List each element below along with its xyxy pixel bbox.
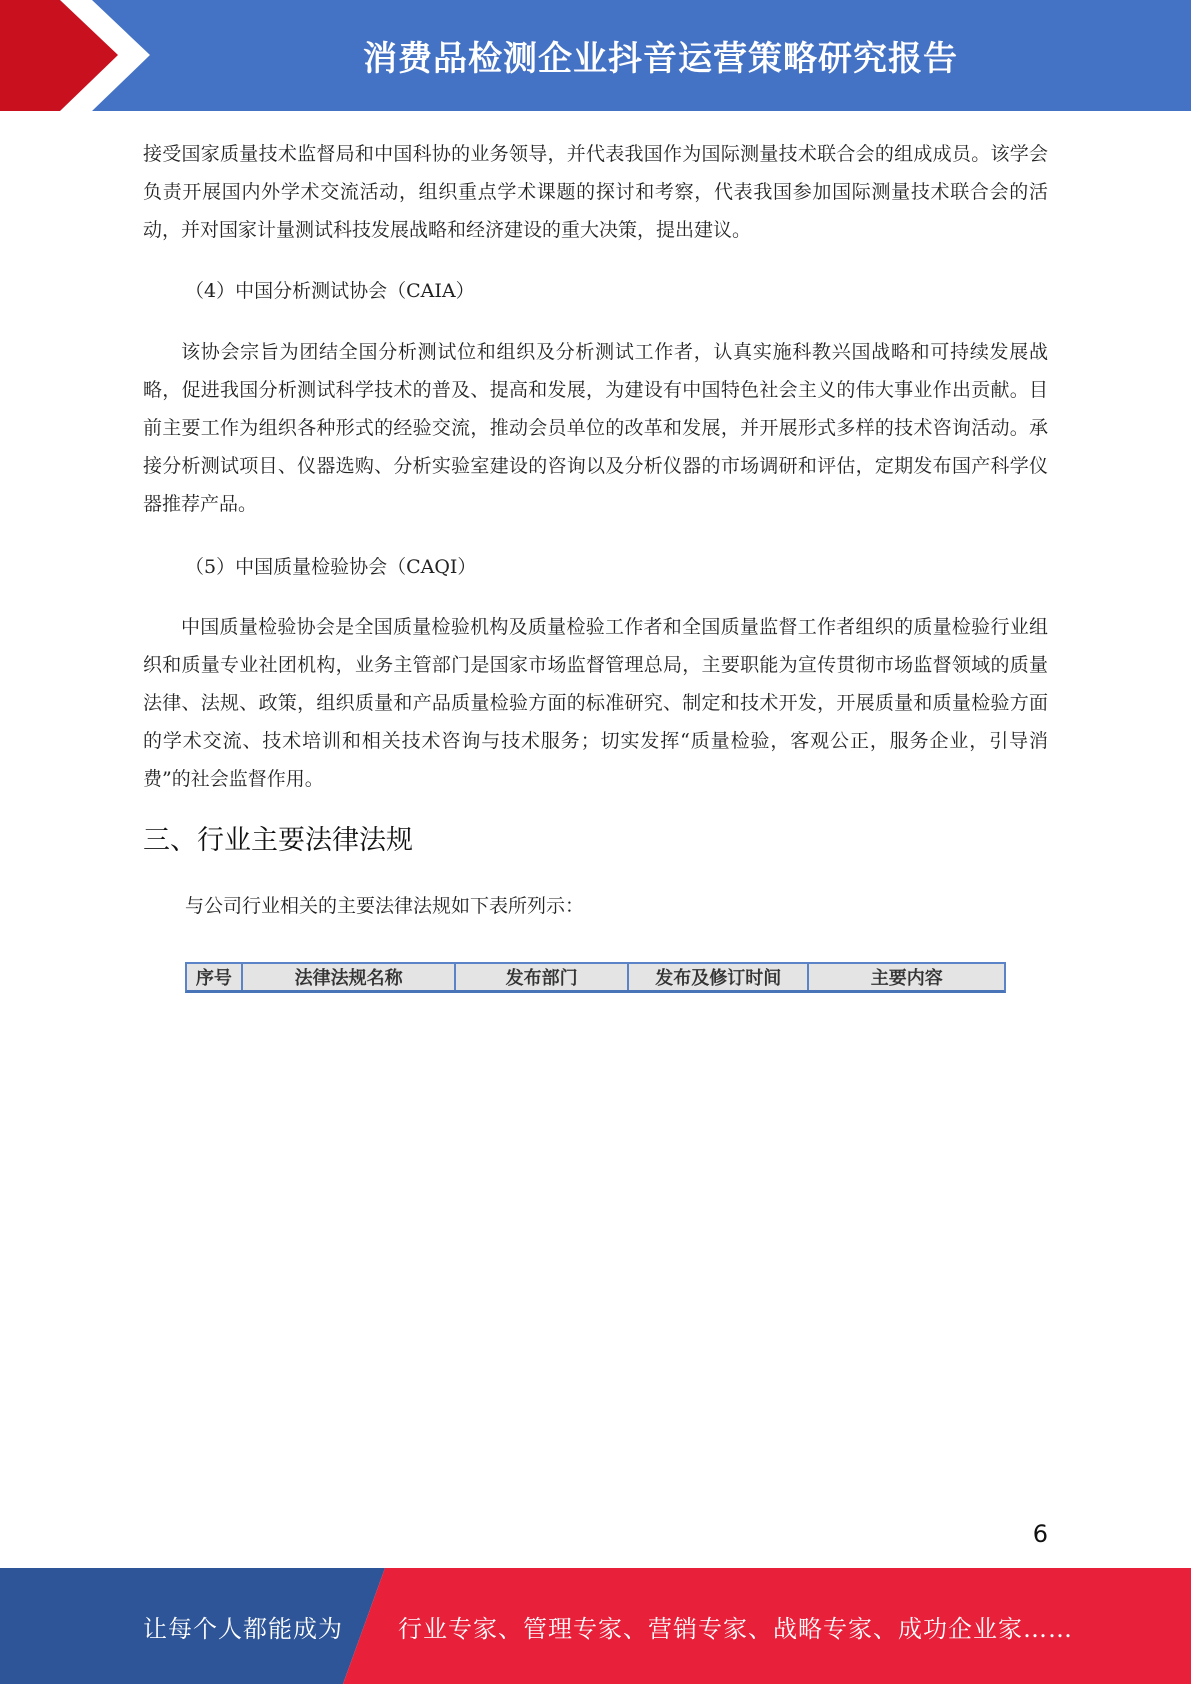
header-arrow-decoration <box>0 0 160 111</box>
page-header <box>0 0 1191 111</box>
section3-heading: 三、行业主要法律法规 <box>143 825 413 856</box>
item4-heading: （4）中国分析测试协会（CAIA） <box>185 280 475 302</box>
col-header-date: 发布及修订时间 <box>629 964 810 990</box>
col-header-law-name: 法律法规名称 <box>243 964 456 990</box>
law-table-header <box>185 962 1006 993</box>
page-number: 6 <box>1032 1520 1048 1548</box>
intro-paragraph: 接受国家质量技术监督局和中国科协的业务领导，并代表我国作为国际测量技术联合会的组成成员。该学会负责开展国内外学术交流活动，组织重点学术课题的探讨和考察，代表我国参加国际测量技术联合会的活动，并对国家计量测试科技发展战略和经济建设的重大决策，提出建议。 <box>143 143 1048 241</box>
col-header-index: 序号 <box>187 964 243 990</box>
col-header-department: 发布部门 <box>456 964 629 990</box>
item5-paragraph: 中国质量检验协会是全国质量检验机构及质量检验工作者和全国质量监督工作者组织的质量检验行业组织和质量专业社团机构，业务主管部门是国家市场监督管理总局，主要职能为宣传贯彻市场监督领域的质量法律、法规、政策，组织质量和产品质量检验方面的标准研究、制定和技术开发，开展质量和质量检验方面的学术交流、技术培训和相关技术咨询与技术服务；切实发挥“质量检验，客观公正，服务企业，引导消费”的社会监督作用。 <box>143 616 1048 790</box>
report-title: 消费品检测企业抖音运营策略研究报告 <box>363 39 958 79</box>
item5-heading: （5）中国质量检验协会（CAQI） <box>185 556 477 578</box>
item4-paragraph: 该协会宗旨为团结全国分析测试位和组织及分析测试工作者，认真实施科教兴国战略和可持续发展战略，促进我国分析测试科学技术的普及、提高和发展，为建设有中国特色社会主义的伟大事业作出贡献。目前主要工作为组织各种形式的经验交流，推动会员单位的改革和发展，并开展形式多样的技术咨询活动。承接分析测试项目、仪器选购、分析实验室建设的咨询以及分析仪器的市场调研和评估，定期发布国产科学仪器推荐产品。 <box>143 341 1048 515</box>
section3-intro: 与公司行业相关的主要法律法规如下表所列示： <box>185 895 585 917</box>
footer-slogan-right: 行业专家、管理专家、营销专家、战略专家、成功企业家…… <box>398 1614 1073 1643</box>
footer-slogan-left: 让每个人都能成为 <box>143 1614 343 1643</box>
col-header-content: 主要内容 <box>809 964 1004 990</box>
page-footer <box>0 1568 1191 1684</box>
